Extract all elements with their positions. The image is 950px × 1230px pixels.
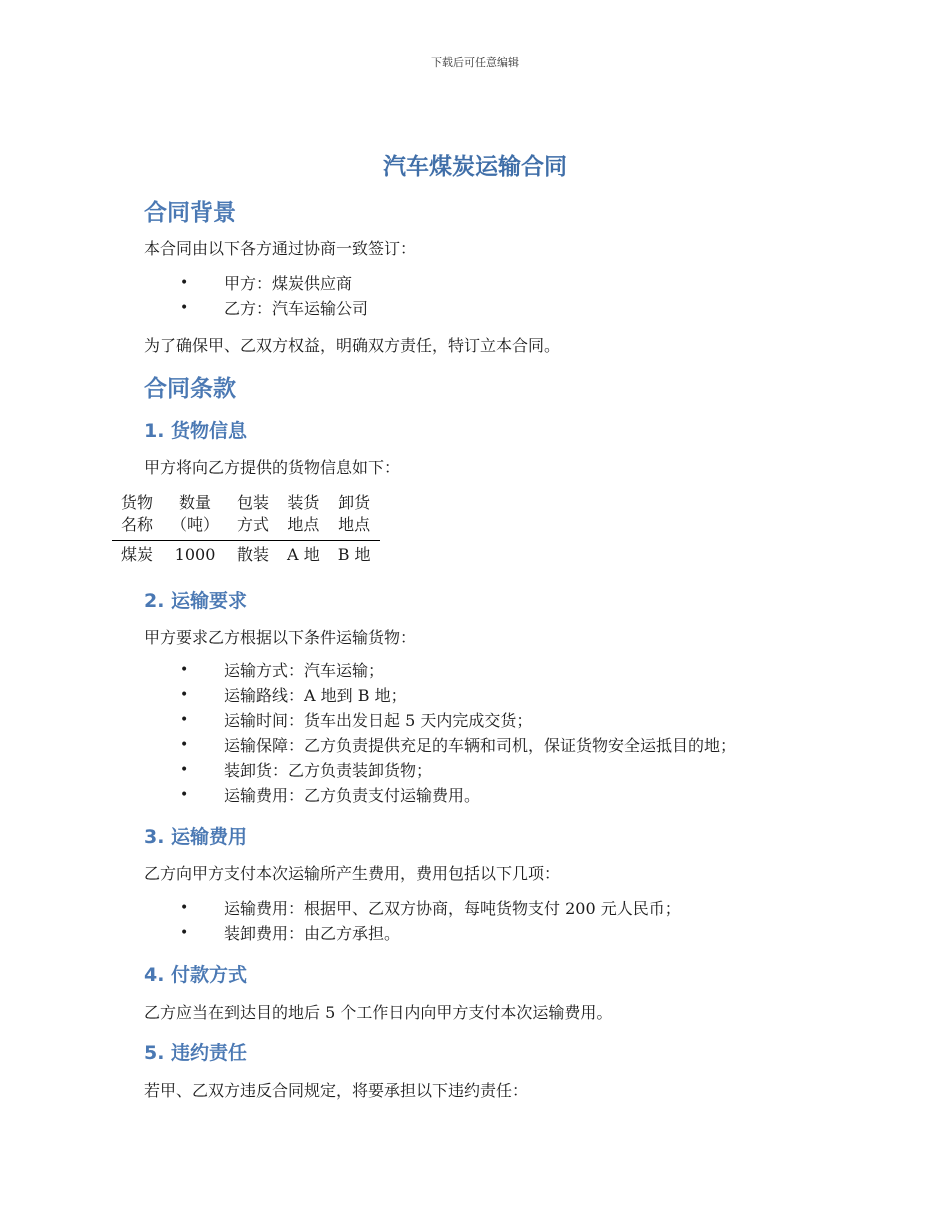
table-header-row — [112, 490, 380, 541]
list-item — [180, 271, 368, 296]
fees-list — [180, 896, 681, 946]
heading-transport-requirements: 2. 运输要求 — [144, 590, 248, 612]
liability-text: 若甲、乙双方违反合同规定，将要承担以下违约责任： — [144, 1081, 529, 1100]
list-item: • 运输费用：根据甲、乙双方协商，每吨货物支付 200 元人民币； — [180, 896, 681, 921]
page-header-note: 下载后可任意编辑 — [431, 56, 519, 69]
heading-breach-liability: 5. 违约责任 — [144, 1042, 248, 1064]
list-item: • 装卸费用：由乙方承担。 — [180, 921, 681, 946]
background-intro: 本合同由以下各方通过协商一致签订： — [144, 239, 417, 258]
parties-list — [180, 271, 368, 321]
bullet-icon: • — [180, 662, 189, 678]
background-purpose: 为了确保甲、乙双方权益，明确双方责任，特订立本合同。 — [144, 336, 561, 355]
bullet-icon: • — [180, 275, 189, 291]
cell-goods: 煤炭 — [121, 545, 154, 564]
list-item — [180, 296, 368, 321]
goods-intro: 甲方将向乙方提供的货物信息如下： — [144, 458, 401, 477]
cell-quantity: 1000 — [174, 545, 216, 564]
bullet-icon: • — [180, 300, 189, 316]
bullet-icon: • — [180, 737, 189, 753]
list-item: • 运输保障：乙方负责提供充足的车辆和司机，保证货物安全运抵目的地； — [180, 733, 736, 758]
list-item: • 运输路线：A 地到 B 地； — [180, 683, 736, 708]
bullet-icon: • — [180, 787, 189, 803]
col-header-packaging: 包装 方式 — [228, 490, 278, 541]
heading-payment-method: 4. 付款方式 — [144, 964, 248, 986]
bullet-icon: • — [180, 712, 189, 728]
bullet-icon: • — [180, 925, 189, 941]
transport-intro: 甲方要求乙方根据以下条件运输货物： — [144, 628, 417, 647]
bullet-icon: • — [180, 687, 189, 703]
list-item: • 运输费用：乙方负责支付运输费用。 — [180, 783, 736, 808]
heading-contract-terms: 合同条款 — [144, 376, 236, 402]
cell-packaging: 散装 — [237, 545, 270, 564]
col-header-loading: 装货 地点 — [278, 490, 329, 541]
table-row — [112, 541, 380, 570]
bullet-icon: • — [180, 762, 189, 778]
heading-contract-background: 合同背景 — [144, 200, 236, 226]
col-header-name: 货物 名称 — [112, 490, 162, 541]
transport-list — [180, 658, 736, 808]
col-header-unloading: 卸货 地点 — [329, 490, 380, 541]
bullet-icon: • — [180, 900, 189, 916]
heading-transport-fees: 3. 运输费用 — [144, 826, 248, 848]
list-item: • 装卸货：乙方负责装卸货物； — [180, 758, 736, 783]
goods-table — [112, 490, 380, 569]
party-a: 甲方：煤炭供应商 — [224, 274, 353, 293]
cell-unloading: B 地 — [337, 545, 371, 564]
party-b: 乙方：汽车运输公司 — [224, 299, 369, 318]
col-header-quantity: 数量 （吨） — [162, 490, 228, 541]
cell-loading: A 地 — [287, 545, 320, 564]
list-item: • 运输方式：汽车运输； — [180, 658, 736, 683]
document-title: 汽车煤炭运输合同 — [383, 154, 567, 180]
heading-goods-info: 1. 货物信息 — [144, 420, 248, 442]
payment-text: 乙方应当在到达目的地后 5 个工作日内向甲方支付本次运输费用。 — [144, 1003, 613, 1022]
list-item: • 运输时间：货车出发日起 5 天内完成交货； — [180, 708, 736, 733]
fees-intro: 乙方向甲方支付本次运输所产生费用，费用包括以下几项： — [144, 864, 561, 883]
